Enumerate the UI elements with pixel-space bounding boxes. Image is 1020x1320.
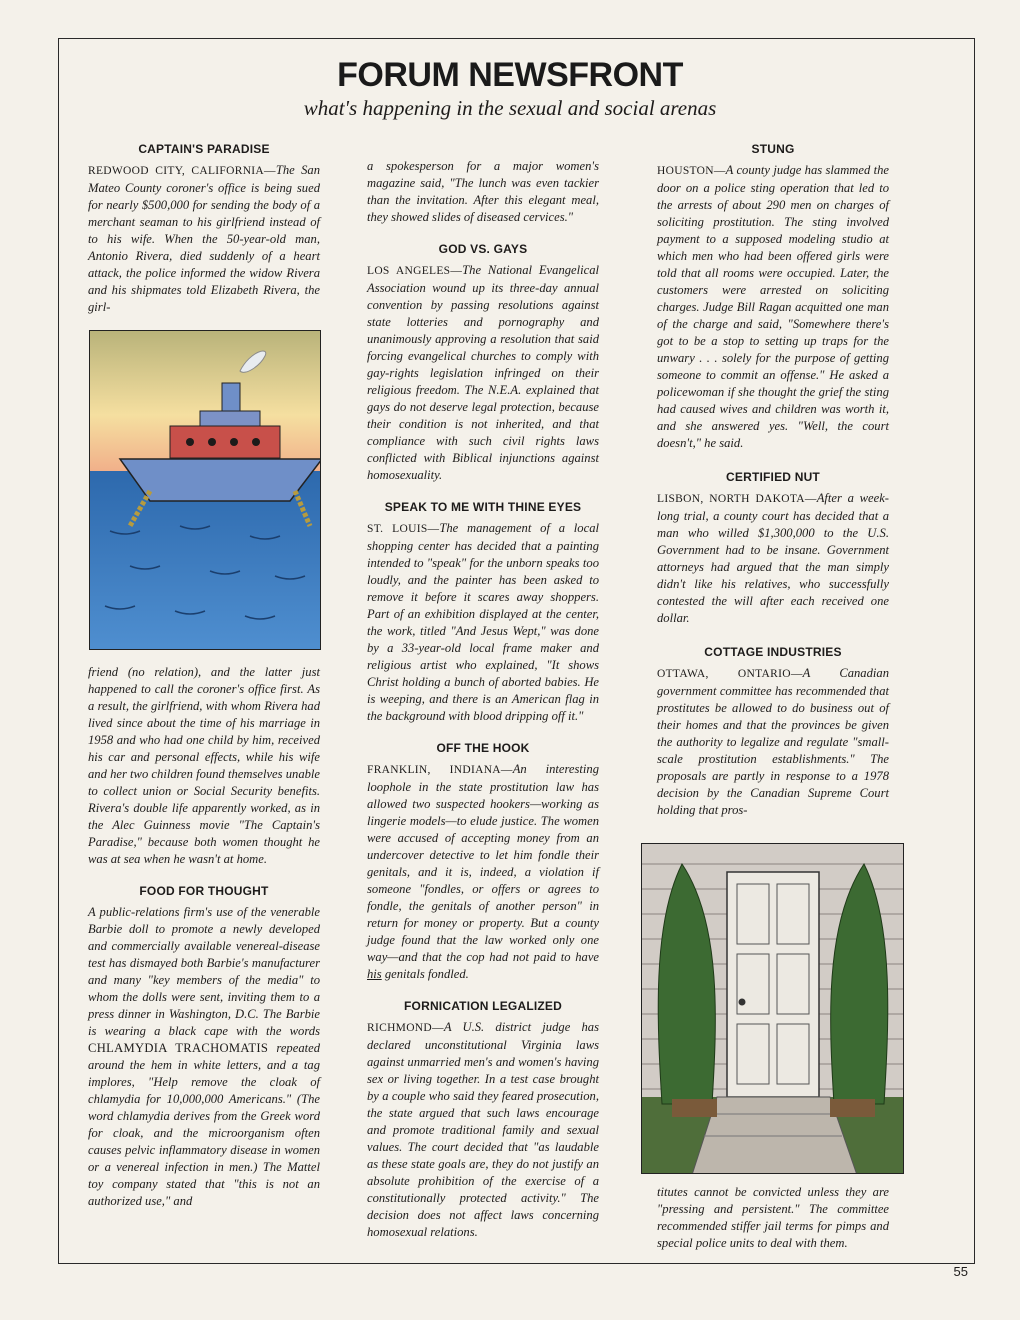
- article-fornication: [367, 999, 599, 1241]
- headline: FOOD FOR THOUGHT: [139, 884, 269, 898]
- article-food-for-thought-cont: [367, 158, 599, 226]
- article-captains-paradise-cont: [88, 664, 320, 868]
- article-certified-nut: [657, 470, 889, 627]
- dateline: LISBON, NORTH DAKOTA—: [657, 493, 817, 505]
- headline: FORNICATION LEGALIZED: [404, 999, 562, 1013]
- article-text: friend (no relation), and the latter just happened to call the coroner's office first. As a result, the girlfriend, with whom Rivera had lived since about the time of his marriage in 1958 and who had one child by him, received his car and personal effects, while his wife and her two children found themselves unable to collect union or Social Security benefits. Rivera's double life apparently worked, as in the Alec Guinness movie "The Captain's Paradise," because both women thought he was at sea when he wasn't at home.: [88, 665, 320, 866]
- dateline: REDWOOD CITY, CALIFORNIA—: [88, 165, 276, 177]
- article-body: [367, 520, 599, 725]
- page-title: FORUM NEWSFRONT: [337, 56, 683, 94]
- article-body: [88, 162, 320, 316]
- dateline: HOUSTON—: [657, 165, 726, 177]
- article-body: [367, 761, 599, 983]
- article-text: A Canadian government committee has recommended that prostitutes be allowed to do business out of their homes and that the provinces be given the authority to legalize and regulate "small-scale prostitution establishments." The proposals are partly in response to a 1978 decision by the Canadian Supreme Court holding that pros-: [657, 666, 889, 817]
- dateline: ST. LOUIS—: [367, 523, 440, 535]
- article-food-for-thought: [88, 884, 320, 1210]
- column-3-continued: [657, 1184, 889, 1252]
- article-text: An interesting loophole in the state prostitution law has allowed two suspected hookers—working as lingerie models—to elude justice. The women were accused of accepting money from an undercover detective to let him fondle their genitals, and it is, indeed, a violation if someone "fondles, or offers or agrees to fondle, the genitals of another person" in return for money or property. But a county judge found that the law worked only one way—and that the cop had not paid to have: [367, 762, 599, 964]
- article-body: [367, 1019, 599, 1241]
- dateline: LOS ANGELES—: [367, 265, 463, 277]
- headline: GOD VS. GAYS: [438, 242, 528, 256]
- column-1-continued: [88, 664, 320, 1224]
- ship-illustration: [89, 330, 321, 650]
- article-body: [657, 162, 889, 452]
- headline: CERTIFIED NUT: [726, 470, 820, 484]
- article-text: The National Evangelical Association wound up its three-day annual convention by passing resolutions against state lotteries and pornography and unanimously approving a resolution that said forcing evangelical churches to comply with gay-rights legislation infringed on their religious freedom. The N.E.A. explained that gays do not deserve legal protection, because their condition is not inherited, and that compliance with such civil rights laws conflicted with Biblical injunctions against homosexuality.: [367, 263, 600, 482]
- article-text: repeated around the hem in white letters, and a tag implores, "Help remove the cloak of chlamydia for 10,000,000 Americans." (The word chlamydia derives from the Greek word for cloak, and the microorganism often causes pelvic inflammatory disease in women or a venereal infection in men.) The Mattel toy company stated that "this is not an authorized use," and: [88, 1041, 320, 1208]
- column-2: [367, 142, 599, 1255]
- column-1: [88, 142, 320, 330]
- headline: SPEAK TO ME WITH THINE EYES: [384, 500, 582, 514]
- article-text: A public-relations firm's use of the venerable Barbie doll to promote a newly developed and commercially available venereal-disease test has dismayed both Barbie's manufacturer and many "key members of the media" to whom the dolls were sent, inviting them to a press dinner in Washington, D.C. The Barbie is wearing a black cape with the words: [88, 905, 320, 1038]
- article-text: The management of a local shopping center has decided that a painting intended to "speak" for the unborn speaks too loudly, and the painter has been asked to remove it before it scares away shoppers. Part of an exhibition displayed at the center, the work, titled "And Jesus Wept," was done by a 33-year-old local frame maker and religious artist who explained, "It shows Christ holding a bunch of aborted babies. He is weeping, and there is an American flag in the background with blood dripping off it.": [367, 521, 599, 723]
- article-body: [88, 904, 320, 1210]
- article-stung: [657, 142, 889, 452]
- article-text: A U.S. district judge has declared unconstitutional Virginia laws against unmarried men's and women's having sex or living together. In a test case brought by a couple who said they feared prosecution, the state argued that such laws encourage and promote traditional family and sexual values. The court decided that "as laudable as these state goals are, they do not justify an absolute prohibition of the exercise of a constitutionally protected activity." The decision does not affect laws concerning homosexual relations.: [367, 1020, 599, 1239]
- column-3: [657, 142, 889, 833]
- headline: CAPTAIN'S PARADISE: [138, 142, 270, 156]
- headline: STUNG: [751, 142, 795, 156]
- page-subtitle: what's happening in the sexual and social arenas: [303, 96, 717, 120]
- dateline: RICHMOND—: [367, 1022, 444, 1034]
- article-god-vs-gays: [367, 242, 599, 484]
- page-number: 55: [953, 1264, 968, 1279]
- article-body: [657, 490, 889, 627]
- article-text: genitals fondled.: [384, 967, 469, 981]
- article-text: After a week-long trial, a county court has decided that a man who willed $1,300,000 to the U.S. Government had to be insane. Government attorneys had argued that the man simply didn't like his relatives, who successfully contested the will after each received one dollar.: [657, 491, 889, 625]
- article-text: A county judge has slammed the door on a police sting operation that led to the arrests of about 290 men on charges of soliciting prostitution. The sting involved payment to a supposed modeling studio at which men who had been offered girls were told that all rooms were occupied. Later, the customers were arrested on soliciting charges. Judge Bill Ragan acquitted one man of the charge and said, "Somewhere there's got to be a stop to setting up traps for the unwary . . . solely for the purpose of getting someone to commit an offense." He asked a policewoman if she thought the grief the sting had caused wives and children was worth it, and she answered yes. "Well, the court doesn't," he said.: [657, 163, 889, 450]
- dateline: OTTAWA, ONTARIO—: [657, 668, 803, 680]
- article-cottage: [657, 645, 889, 819]
- article-smallcaps: CHLAMYDIA TRACHOMATIS: [88, 1041, 269, 1055]
- dateline: FRANKLIN, INDIANA—: [367, 764, 513, 776]
- door-illustration: [641, 843, 904, 1174]
- article-body: [367, 262, 599, 484]
- headline: OFF THE HOOK: [436, 741, 530, 755]
- article-captains-paradise: [88, 142, 320, 316]
- article-body: [657, 665, 889, 819]
- door-icon: [642, 844, 904, 1174]
- underlined-word: his: [367, 967, 382, 981]
- article-text: The San Mateo County coroner's office is being sued for nearly $500,000 for sending the body of a merchant seaman to his girlfriend instead of to his wife. When the 50-year-old man, Antonio Rivera, died suddenly of a heart attack, the police informed the widow Rivera and his shipmates told Elizabeth Rivera, the girl-: [88, 163, 320, 314]
- article-text: a spokesperson for a major women's magazine said, "The lunch was even tackier than the invitation. After this elegant meal, they showed slides of diseased cervices.": [367, 159, 599, 224]
- article-text: titutes cannot be convicted unless they are "pressing and persistent." The committee recommended stiffer jail terms for pimps and special police units to deal with them.: [657, 1185, 889, 1250]
- article-speak-to-me: [367, 500, 599, 725]
- article-off-the-hook: [367, 741, 599, 983]
- headline: COTTAGE INDUSTRIES: [704, 645, 842, 659]
- ship-icon: [90, 331, 321, 650]
